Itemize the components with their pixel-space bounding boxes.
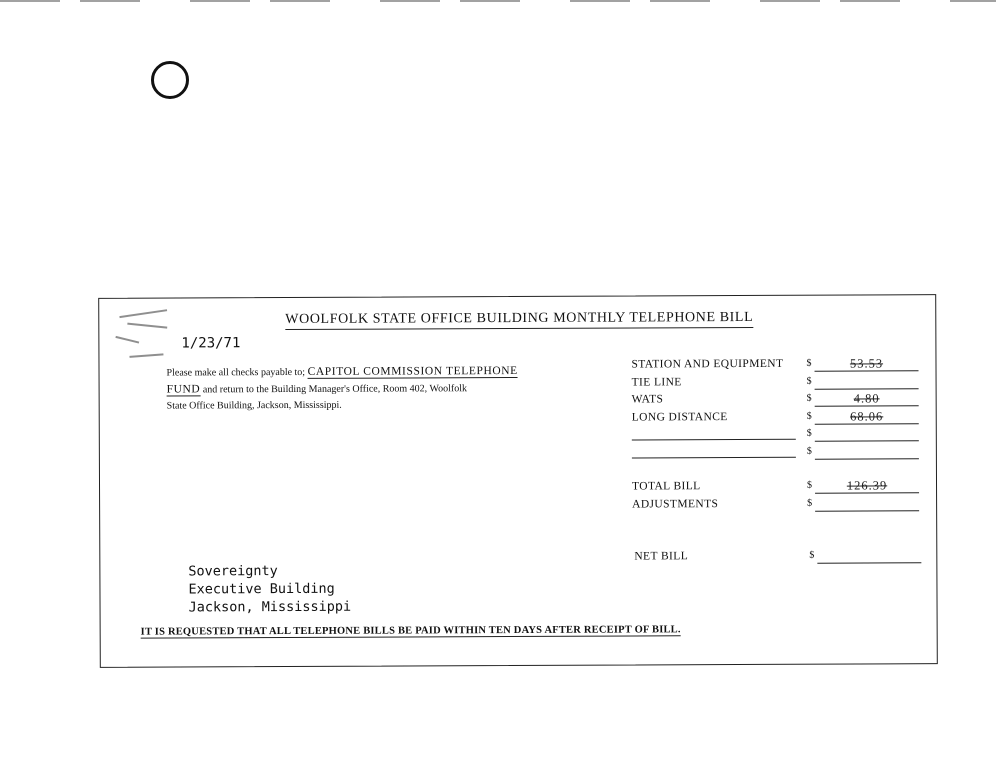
charge-amount-field [815,410,919,424]
ink-smudge [127,323,167,328]
scan-edge-line [0,0,996,2]
charge-amount: 53.53 [849,356,884,371]
charge-amount-field [815,445,919,459]
ink-smudge [116,336,140,343]
adjustments-label: ADJUSTMENTS [632,497,719,511]
payment-terms-note: IT IS REQUESTED THAT ALL TELEPHONE BILLS BE PAID WITHIN TEN DAYS AFTER RECEIPT OF BILL. [140,624,681,638]
payment-instructions [166,363,566,415]
payee-name: CAPITOL COMMISSION TELEPHONE [307,365,518,378]
address-line-2: Executive Building [188,580,335,598]
address-line-1: Sovereignty [188,563,278,580]
charge-row-blank-2 [632,445,922,464]
currency-sign: $ [806,357,812,369]
charges-list [631,357,921,463]
ink-smudge [119,309,167,318]
telephone-bill-form [98,294,938,668]
charge-label: STATION AND EQUIPMENT [631,357,784,371]
charge-row-long-distance [632,410,922,429]
address-line-3: Jackson, Mississippi [188,598,352,616]
total-row [632,479,922,498]
total-amount: 126.39 [846,478,888,493]
total-amount-field [815,479,919,493]
charge-label: LONG DISTANCE [631,410,728,424]
charge-amount: 68.06 [850,408,884,424]
ink-smudge [129,353,163,357]
charge-amount-field [815,427,919,441]
charge-label: TIE LINE [631,375,682,389]
charge-amount-field [815,375,919,389]
payable-lead: Please make all checks payable to; [166,366,306,379]
total-label: TOTAL BILL [631,480,701,493]
charge-label: WATS [631,393,664,406]
net-amount-field [817,549,921,563]
bill-title: WOOLFOLK STATE OFFICE BUILDING MONTHLY TELEPHONE BILL [285,310,753,330]
blank-label-line [632,456,796,458]
net-section [634,549,924,568]
charge-amount-field [814,357,918,371]
charge-amount: 4.80 [853,391,880,406]
currency-sign: $ [806,392,813,404]
currency-sign: $ [806,375,812,387]
return-instructions: and return to the Building Manager's Office, Room 402, Woolfolk [202,383,468,396]
charge-row-blank-1 [632,427,922,446]
punch-hole-icon [151,61,189,99]
currency-sign: $ [806,410,813,422]
return-address: State Office Building, Jackson, Mississippi. [166,399,342,412]
totals-section [632,479,922,515]
currency-sign: $ [809,549,815,561]
recipient-address [188,562,351,617]
blank-label-line [632,439,796,441]
currency-sign: $ [806,427,813,439]
charge-amount-field [815,392,919,406]
net-label: NET BILL [634,550,689,563]
payee-name-cont: FUND [166,383,201,396]
charge-row-station [631,357,921,376]
adjustments-row [632,497,922,516]
currency-sign: $ [807,497,813,509]
net-row [634,549,924,568]
bill-date: 1/23/71 [181,335,241,352]
currency-sign: $ [806,479,813,491]
currency-sign: $ [806,445,813,457]
adjustments-amount-field [815,497,919,511]
